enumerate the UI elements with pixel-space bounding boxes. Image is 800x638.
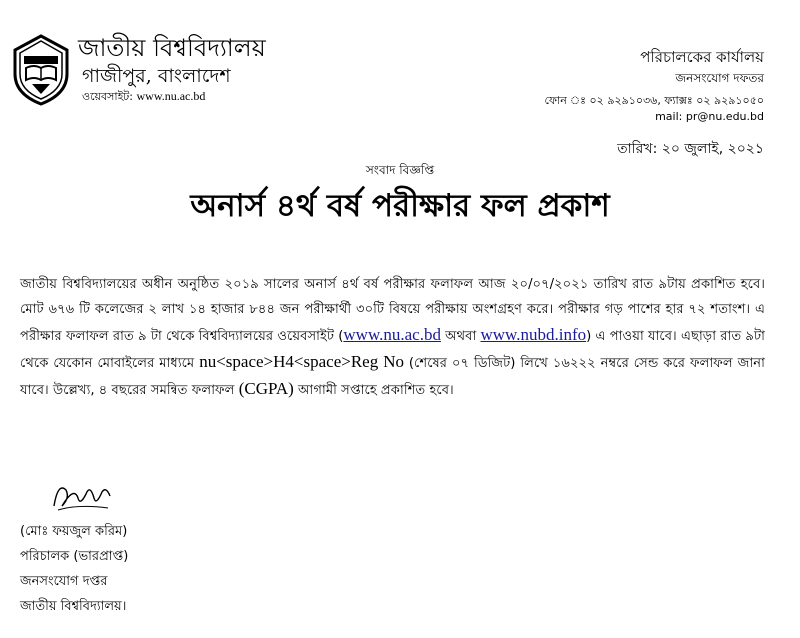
body-part-5: আগামী সপ্তাহে প্রকাশিত হবে। (293, 383, 454, 398)
university-website (82, 88, 205, 107)
signatory-name: (মোঃ ফয়জুল করিম) (20, 524, 128, 539)
headline: অনার্স ৪র্থ বর্ষ পরীক্ষার ফল প্রকাশ (190, 188, 610, 224)
office-title: পরিচালকের কার্যালয় (640, 48, 764, 66)
cgpa-label: (CGPA) (238, 379, 294, 398)
university-logo (12, 34, 70, 106)
office-phone: ফোন ঃ ০২ ৯২৯১০৩৬, ফ্যাক্সঃ ০২ ৯২৯১০৫০ (544, 94, 764, 107)
university-location: গাজীপুর, বাংলাদেশ (82, 65, 231, 87)
signatory-institution: জাতীয় বিশ্ববিদ্যালয়। (20, 599, 127, 614)
body-part-2: অথবা (440, 329, 481, 344)
signatory-designation: পরিচালক (ভারপ্রাপ্ত) (20, 549, 129, 564)
body-part-1: জাতীয় বিশ্ববিদ্যালয়ের অধীন অনুষ্ঠিত ২০১৯ সালের অনার্স ৪র্থ বর্ষ পরীক্ষার ফলাফল আজ ২০/০৭/২০২১ তারিখ রাত ৯টায় প্রকাশিত হবে। মোট ৬৭৬ টি কলেজের ২ লাখ ১৪ হাজার ৮৪৪ জন পরীক্ষার্থী ৩০টি বিষয়ে পরীক্ষায় অংশগ্রহণ করে। পরীক্ষার গড় পাশের হার ৭২ শতাংশ। এ পরীক্ষার ফলাফল রাত ৯ টা থেকে বিশ্ববিদ্যালয়ের ওয়েবসাইট ( (20, 277, 765, 344)
body-paragraph (20, 272, 765, 403)
body-part-4: (শেষের ০৭ ডিজিট) লিখে ১৬২২২ নম্বরে সেন্ড করে ফলাফল জানা যাবে। উল্লেখ্য, ৪ বছরের সমন্বিত ফলাফল (20, 356, 765, 398)
office-email[interactable]: mail: pr@nu.edu.bd (655, 110, 764, 123)
press-release-label: সংবাদ বিজ্ঞপ্তি (365, 163, 435, 177)
website-label: ওয়েবসাইট: (82, 90, 133, 103)
signature (48, 476, 118, 516)
signatory-department: জনসংযোগ দপ্তর (20, 574, 108, 589)
nu-website-link[interactable]: www.nu.ac.bd (343, 325, 441, 344)
date: তারিখ: ২০ জুলাই, ২০২১ (617, 141, 764, 157)
body-part-3: ) এ পাওয়া যাবে। এছাড়া রাত ৯টা থেকে যেকোন মোবাইলের মাধ্যমে (20, 329, 765, 371)
sms-format: nu<space>H4<space>Reg No (199, 352, 404, 371)
office-department: জনসংযোগ দফতর (675, 71, 764, 85)
website-url[interactable]: www.nu.ac.bd (136, 89, 206, 103)
university-name: জাতীয় বিশ্ববিদ্যালয় (78, 34, 266, 62)
nubd-website-link[interactable]: www.nubd.info (480, 325, 587, 344)
